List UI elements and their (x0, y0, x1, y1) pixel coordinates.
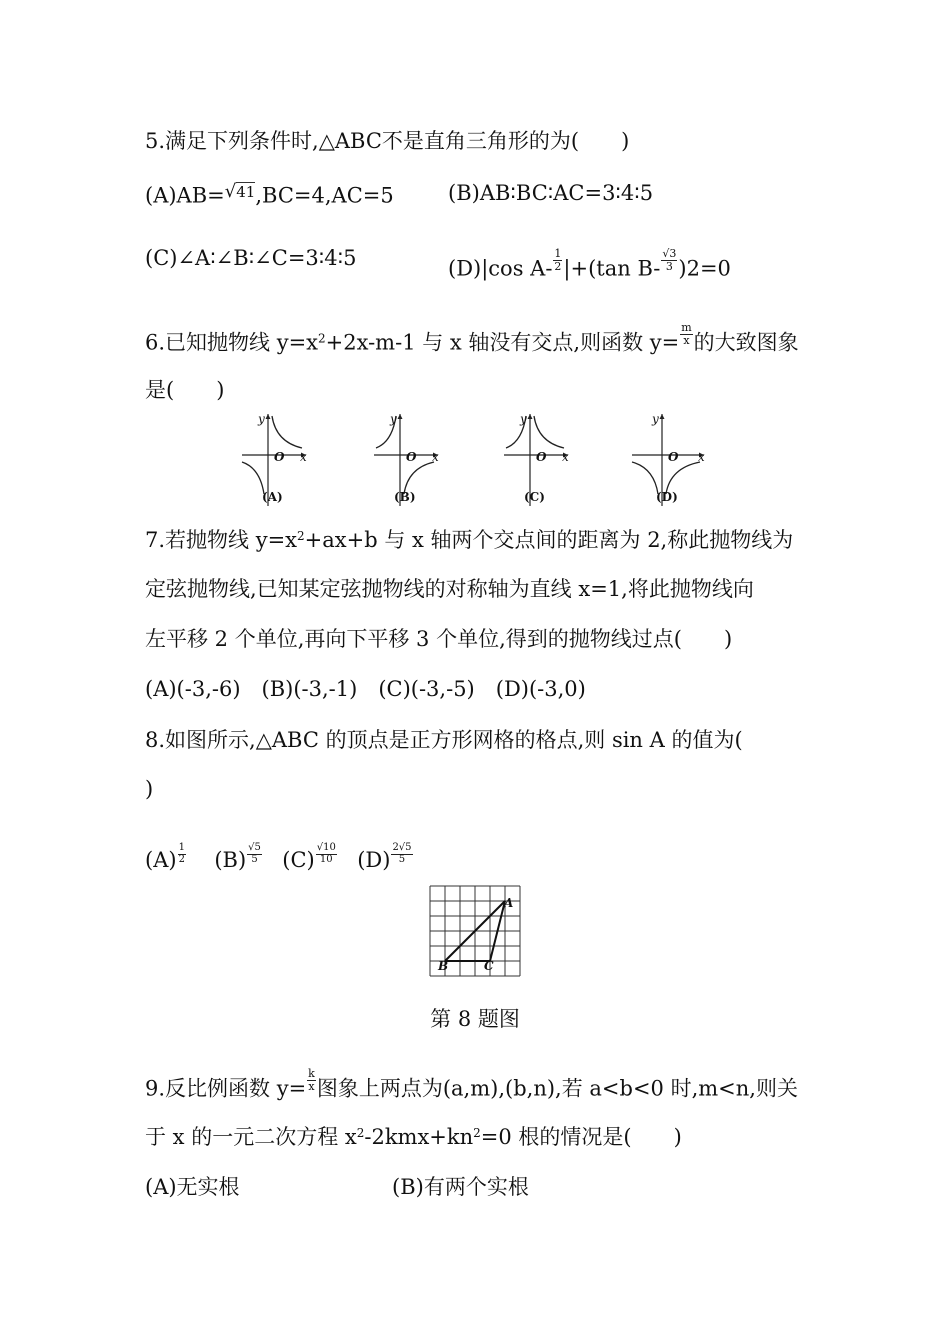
q8-a-num: 1 (178, 842, 185, 853)
q6-line2: 是( ) (145, 378, 225, 402)
q8-figure-caption: 第 8 题图 (430, 1007, 520, 1031)
q5-a-pre: (A)AB= (145, 183, 225, 208)
q8-vertex-a: A (504, 896, 514, 910)
q8-a-den: 2 (178, 853, 185, 865)
q8-line2: ) (145, 777, 154, 801)
q8-c-num: √10 (316, 842, 336, 853)
q9-fraction (307, 1068, 316, 1092)
q5-d-frac2 (661, 248, 677, 272)
q7-line1 (145, 530, 793, 551)
q6-b-origin: O (406, 450, 417, 464)
q5-a-post: ,BC=4,AC=5 (255, 183, 394, 208)
q7-line3: 左平移 2 个单位,再向下平移 3 个单位,得到的抛物线过点( ) (145, 627, 733, 651)
q6-graph-c (500, 410, 572, 510)
q8-opt-c: (C) (282, 848, 315, 872)
q6-b-y-label: y (390, 412, 397, 426)
q8-c-den: 10 (319, 853, 333, 865)
q6-fraction (680, 322, 692, 346)
q7-line1-b: +ax+b 与 x 轴两个交点间的距离为 2,称此抛物线为 (304, 528, 794, 552)
q8-opt-b: (B) (214, 848, 247, 872)
q8-opt-a: (A) (145, 848, 177, 872)
q5-d-tail: 2=0 (686, 256, 731, 281)
q9-line2-c: =0 根的情况是( ) (480, 1125, 682, 1149)
q8-d-num: 2√5 (392, 842, 412, 853)
q5-d-frac1-den: 2 (554, 259, 562, 273)
q8-opt-d: (D) (357, 848, 391, 872)
q6-frac-den: x (683, 333, 690, 347)
q6-graph-d (628, 410, 708, 510)
q5-d-post: ) (678, 256, 687, 281)
q6-c-y-label: y (520, 412, 527, 426)
q9-option-a: (A)无实根 (145, 1175, 240, 1199)
q5-d-pre: (D)|cos A- (448, 256, 553, 281)
q8-b-num: √5 (248, 842, 261, 853)
q5-a-radicand: 41 (236, 183, 256, 202)
q6-graph-b-label: (B) (394, 490, 416, 504)
q7-line2: 定弦抛物线,已知某定弦抛物线的对称轴为直线 x=1,将此抛物线向 (145, 577, 754, 601)
q6-c-origin: O (536, 450, 547, 464)
q8-b-frac (247, 843, 262, 865)
q6-c-x-label: x (562, 450, 569, 464)
q6-a-x-label: x (300, 450, 307, 464)
q8-d-frac (391, 843, 412, 865)
q8-c-frac (316, 843, 337, 865)
q9-exponent-1: 2 (356, 1125, 365, 1140)
q9-frac-num: k (308, 1067, 315, 1080)
q7-line1-a: 7.若抛物线 y=x (145, 528, 298, 552)
q6-a-y-label: y (258, 412, 265, 426)
q6-line1-b: +2x-m-1 与 x 轴没有交点,则函数 y= (325, 330, 680, 355)
q6-d-origin: O (668, 450, 679, 464)
q6-a-origin: O (274, 450, 285, 464)
q5-option-b: (B)AB∶BC∶AC=3∶4∶5 (448, 181, 654, 205)
q7-options: (A)(-3,-6) (B)(-3,-1) (C)(-3,-5) (D)(-3,0) (145, 677, 586, 701)
q6-line1-a: 6.已知抛物线 y=x (145, 330, 319, 355)
q6-graph-d-label: (D) (656, 490, 678, 504)
q6-graph-a-label: (A) (262, 490, 283, 504)
q9-frac-den: x (308, 1079, 315, 1093)
q9-option-b: (B)有两个实根 (392, 1175, 529, 1199)
q9-line1 (145, 1068, 798, 1100)
sqrt-symbol: √ (224, 181, 237, 202)
q9-line1-b: 图象上两点为(a,m),(b,n),若 a<b<0 时,m<n,则关 (316, 1076, 798, 1101)
q6-d-x-label: x (698, 450, 705, 464)
q5-d-frac1 (553, 248, 562, 272)
q5-d-frac2-num: √3 (662, 247, 677, 260)
q5-d-frac1-num: 1 (554, 247, 562, 260)
q6-graph-c-label: (C) (524, 490, 545, 504)
q8-line1: 8.如图所示,△ABC 的顶点是正方形网格的格点,则 sin A 的值为( (145, 728, 743, 752)
q5-stem: 5.满足下列条件时,△ABC不是直角三角形的为( ) (145, 129, 630, 153)
q8-b-den: 5 (251, 853, 258, 865)
q5-d-frac2-den: 3 (665, 259, 673, 273)
q6-exponent: 2 (318, 331, 326, 346)
q6-line1-c: 的大致图象 (693, 330, 799, 355)
q6-graph-a (238, 410, 310, 510)
q8-vertex-b: B (438, 959, 449, 973)
q5-option-d (448, 248, 731, 280)
q6-frac-num: m (681, 321, 692, 334)
q9-line1-a: 9.反比例函数 y= (145, 1076, 307, 1101)
q9-exponent-2: 2 (473, 1125, 481, 1140)
q6-graph-b (370, 410, 442, 510)
q5-d-mid: |+(tan B- (563, 256, 661, 281)
q8-grid-figure (428, 884, 524, 980)
q8-options (145, 843, 414, 871)
q8-vertex-c: C (484, 959, 494, 973)
q9-line2-a: 于 x 的一元二次方程 x (145, 1125, 357, 1149)
q6-d-y-label: y (652, 412, 659, 426)
q6-line1 (145, 322, 799, 354)
q9-line2 (145, 1127, 682, 1148)
q9-line2-b: -2kmx+kn (364, 1125, 474, 1149)
q5-option-c: (C)∠A∶∠B∶∠C=3∶4∶5 (145, 246, 357, 270)
q8-a-frac (178, 843, 186, 865)
q6-b-x-label: x (432, 450, 439, 464)
q7-exponent: 2 (297, 528, 305, 543)
q5-option-a (145, 183, 394, 206)
q8-d-den: 5 (398, 853, 406, 865)
